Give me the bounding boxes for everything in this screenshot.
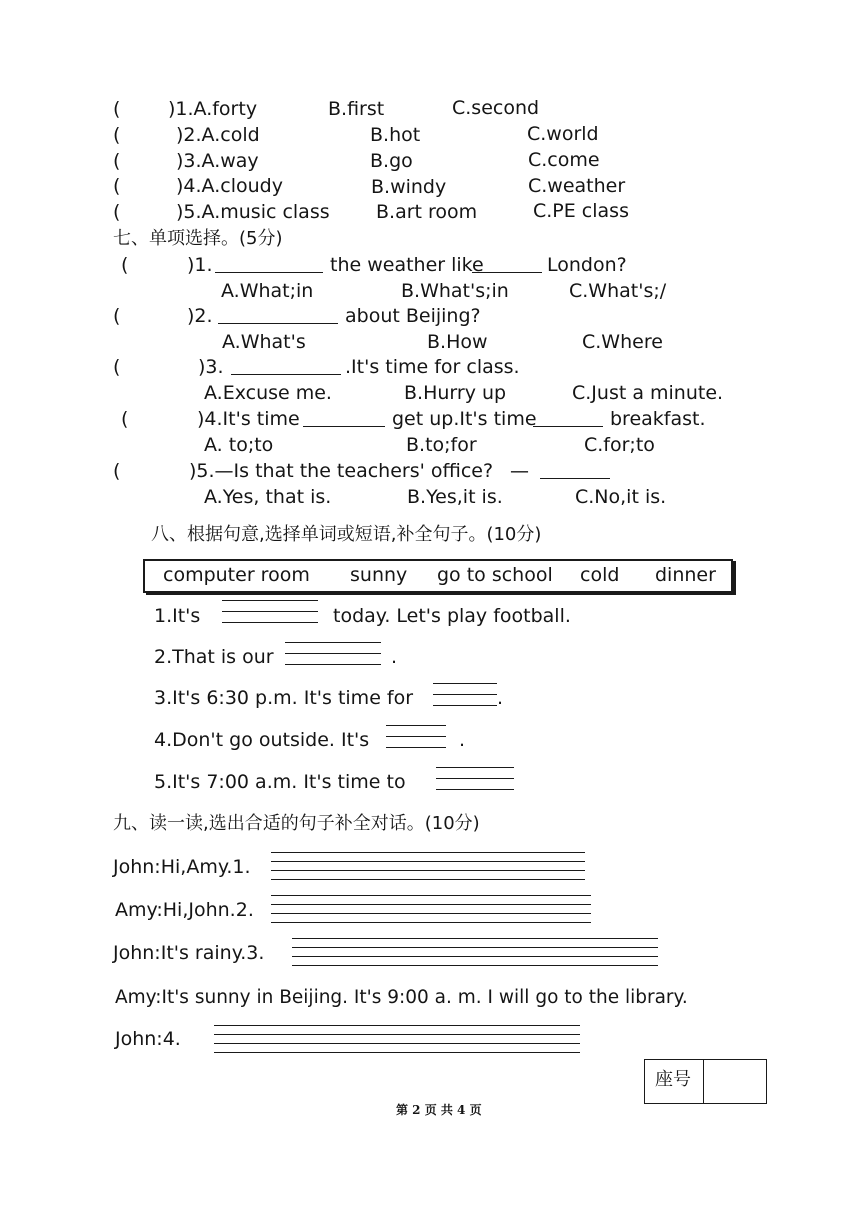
dialogue-line: Amy:It's sunny in Beijing. It's 9:00 a. m. I will go to the library. (115, 987, 688, 1008)
question-number: )1. (187, 254, 213, 276)
answer-paren[interactable]: ( (113, 150, 121, 172)
dialogue-line: John:It's rainy.3. (113, 942, 265, 964)
question-text: )1.A.forty (168, 98, 258, 120)
page-footer: 第 2 页 共 4 页 (396, 1103, 482, 1117)
answer-paren[interactable]: ( (113, 175, 121, 197)
dialogue-line: John:Hi,Amy.1. (113, 856, 251, 878)
option-a: A.What's (222, 331, 306, 353)
section-title: 八、根据句意,选择单词或短语,补全句子。(10分) (151, 524, 542, 545)
answer-blank[interactable] (231, 374, 341, 375)
question-number: )3. (198, 356, 224, 378)
answer-blank[interactable] (540, 478, 610, 479)
option-a: A.What;in (221, 280, 314, 302)
option-c: C.for;to (584, 434, 655, 456)
option-b: B.hot (370, 124, 421, 146)
option-b: B.How (427, 331, 488, 353)
question-text: breakfast. (610, 408, 706, 430)
option-c: C.PE class (533, 200, 629, 222)
answer-blank[interactable] (222, 600, 318, 623)
answer-blank[interactable] (472, 272, 542, 273)
question-text: .It's time for class. (345, 356, 520, 378)
word-bank-item: cold (580, 564, 620, 586)
answer-blank[interactable] (215, 272, 323, 273)
question-text: )3.A.way (176, 150, 259, 172)
answer-paren[interactable]: ( (113, 98, 121, 120)
word-bank-item: computer room (163, 564, 310, 586)
answer-blank[interactable] (271, 852, 585, 880)
question-text: the weather like (330, 254, 484, 276)
question-punct: . (459, 729, 466, 751)
answer-paren[interactable]: ( (121, 254, 129, 276)
answer-blank[interactable] (271, 895, 591, 923)
word-bank-item: dinner (655, 564, 716, 586)
answer-blank[interactable] (218, 323, 338, 324)
option-a: A. to;to (204, 434, 274, 456)
word-bank-item: sunny (350, 564, 408, 586)
option-b: B.art room (376, 201, 478, 223)
option-b: B.to;for (406, 434, 477, 456)
option-c: C.What's;/ (569, 280, 667, 302)
question-text: 5.It's 7:00 a.m. It's time to (154, 771, 406, 793)
option-b: B.windy (371, 176, 447, 198)
option-b: B.Yes,it is. (407, 486, 503, 508)
question-text: 2.That is our (154, 646, 274, 668)
option-c: C.world (527, 123, 599, 145)
section-title: 七、单项选择。(5分) (113, 228, 283, 249)
answer-paren[interactable]: ( (113, 356, 121, 378)
question-text: )5.A.music class (176, 201, 330, 223)
answer-paren[interactable]: ( (113, 201, 121, 223)
dialogue-line: John:4. (115, 1028, 181, 1050)
answer-paren[interactable]: ( (121, 408, 129, 430)
question-text: 4.Don't go outside. It's (154, 729, 370, 751)
answer-paren[interactable]: ( (113, 124, 121, 146)
question-text: )5.—Is that the teachers' office? (189, 460, 494, 482)
answer-dash: — (510, 460, 529, 482)
question-text: 1.It's (154, 605, 201, 627)
question-punct: . (497, 687, 504, 709)
question-text: 3.It's 6:30 p.m. It's time for (154, 687, 414, 709)
option-c: C.weather (528, 175, 626, 197)
dialogue-line: Amy:Hi,John.2. (115, 899, 254, 921)
answer-blank[interactable] (436, 767, 514, 790)
answer-paren[interactable]: ( (113, 460, 121, 482)
answer-paren[interactable]: ( (113, 305, 121, 327)
option-c: C.Just a minute. (572, 382, 724, 404)
option-b: B.What's;in (401, 280, 509, 302)
question-number: )2. (187, 305, 213, 327)
option-c: C.No,it is. (575, 486, 667, 508)
seat-divider (703, 1060, 704, 1103)
option-c: C.Where (582, 331, 663, 353)
answer-blank[interactable] (285, 642, 381, 665)
option-b: B.go (370, 150, 413, 172)
answer-blank[interactable] (303, 426, 385, 427)
question-text: )4.It's time (197, 408, 300, 430)
option-b: B.Hurry up (404, 382, 507, 404)
question-punct: . (391, 646, 398, 668)
answer-blank[interactable] (433, 683, 497, 706)
section-title: 九、读一读,选出合适的句子补全对话。(10分) (113, 813, 480, 834)
question-text: get up.It's time (392, 408, 537, 430)
answer-blank[interactable] (533, 426, 603, 427)
question-text: today. Let's play football. (333, 605, 571, 627)
question-text: London? (547, 254, 627, 276)
question-text: )4.A.cloudy (176, 175, 283, 197)
answer-blank[interactable] (292, 938, 658, 966)
word-bank-item: go to school (437, 564, 553, 586)
option-a: A.Excuse me. (204, 382, 332, 404)
seat-number-label: 座号 (655, 1069, 691, 1090)
answer-blank[interactable] (214, 1025, 580, 1053)
seat-number-box (644, 1059, 767, 1104)
question-text: about Beijing? (345, 305, 481, 327)
answer-blank[interactable] (386, 725, 446, 748)
option-a: A.Yes, that is. (204, 486, 332, 508)
question-text: )2.A.cold (176, 124, 260, 146)
option-b: B.first (328, 98, 385, 120)
option-c: C.come (528, 149, 600, 171)
option-c: C.second (452, 97, 540, 119)
